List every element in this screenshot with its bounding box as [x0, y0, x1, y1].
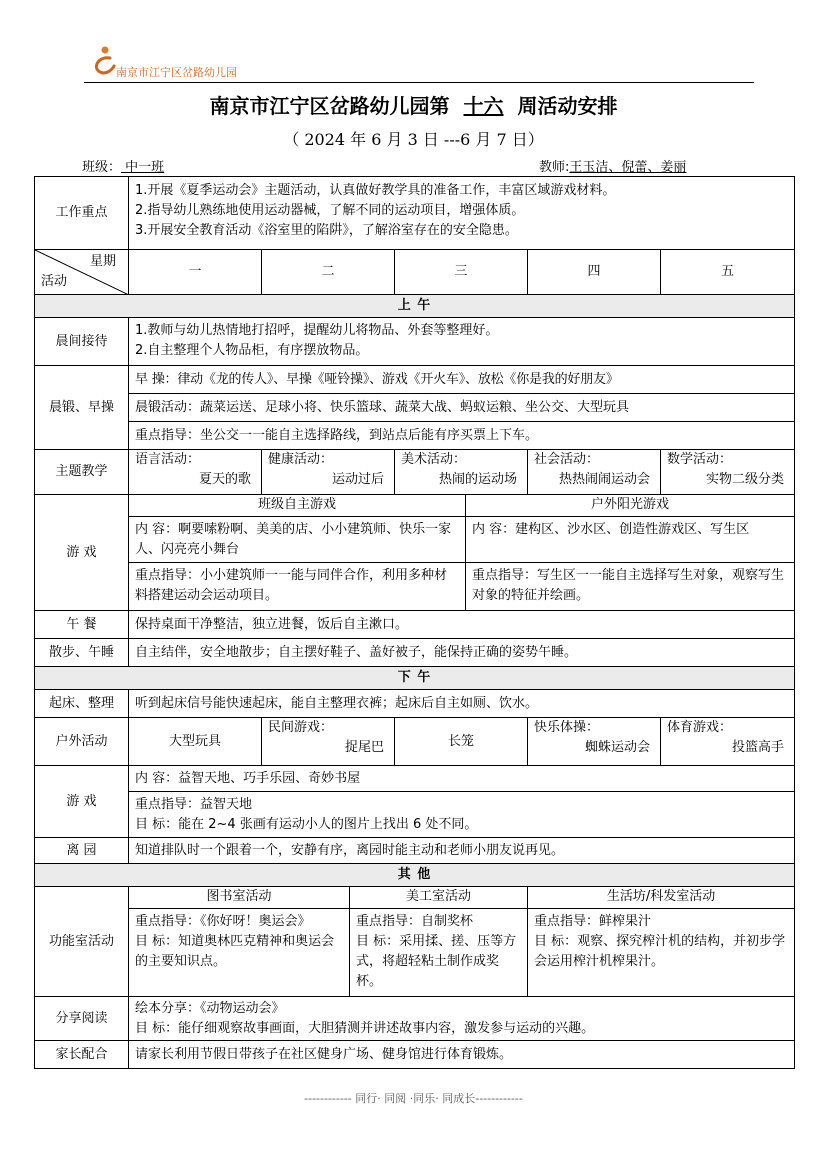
reception-item: 2.自主整理个人物品柜，有序摆放物品。 [135, 343, 369, 358]
reading-book: 绘本分享：《动物运动会》 [135, 1001, 285, 1016]
reception-content [129, 318, 795, 366]
reading-content [129, 997, 795, 1041]
game-pm-content: 内 容：益智天地、巧手乐园、奇妙书屋 [129, 766, 795, 792]
reading-goal: 目 标：能仔细观察故事画面，大胆猜测并讲述故事内容，激发参与运动的兴趣。 [135, 1021, 595, 1036]
weekday-header-row [35, 250, 795, 295]
theme-cell-language [129, 450, 262, 495]
outdoor-activity: 捉尾巴 [344, 740, 384, 755]
weekday-4: 四 [528, 250, 661, 295]
exercise-row-2 [35, 394, 795, 422]
game-pm-row-1 [35, 766, 795, 792]
life-room-focus: 重点指导：鲜榨果汁 [534, 914, 652, 929]
teacher-value: 王玉洁、倪蕾、姜丽 [569, 160, 687, 175]
theme-row [35, 450, 795, 495]
reading-label: 分享阅读 [35, 997, 129, 1041]
theme-subject: 数学活动： [667, 452, 733, 467]
class-label: 班级： [82, 160, 122, 175]
exercise-focus-line: 重点指导：坐公交一一能自主选择路线，到站点后能有序买票上下车。 [129, 422, 795, 450]
life-room-title: 生活坊/科发室活动 [528, 887, 795, 909]
diagonal-header-cell [35, 250, 129, 295]
reception-row [35, 318, 795, 366]
outdoor-category: 体育游戏： [667, 720, 733, 735]
library-content [129, 909, 350, 997]
game-am-focus-row [35, 563, 795, 611]
work-focus-content [129, 177, 795, 250]
work-focus-item: 2.指导幼儿熟练地使用运动器械，了解不同的运动项目，增强体质。 [135, 203, 525, 218]
page-title [0, 90, 827, 119]
art-room-focus: 重点指导：自制奖杯 [356, 914, 474, 929]
lunch-row [35, 611, 795, 639]
outdoor-game-content: 内 容：建构区、沙水区、创造性游戏区、写生区 [466, 517, 795, 563]
page-footer: ------------ 同行· 同阅 ·同乐· 同成长------------ [304, 1092, 523, 1105]
morning-workout-line: 晨锻活动：蔬菜运送、足球小将、快乐篮球、蔬菜大战、蚂蚁运粮、坐公交、大型玩具 [129, 394, 795, 422]
morning-section-row [35, 295, 795, 318]
parents-content: 请家长利用节假日带孩子在社区健身广场、健身馆进行体育锻炼。 [129, 1041, 795, 1069]
outdoor-category: 快乐体操： [534, 720, 600, 735]
game-pm-detail [129, 792, 795, 838]
class-info [82, 156, 164, 175]
outdoor-cell-2 [262, 718, 395, 766]
theme-label: 主题教学 [35, 450, 129, 495]
weekday-2: 二 [262, 250, 395, 295]
kindergarten-logo-icon [90, 44, 116, 76]
library-focus: 重点指导：《你好呀！奥运会》 [135, 914, 311, 929]
outdoor-cell-1: 大型玩具 [129, 718, 262, 766]
parents-row [35, 1041, 795, 1069]
art-room-goal: 目 标：采用揉、搓、压等方式，将超轻粘土制作成奖杯。 [356, 934, 517, 989]
outdoor-row [35, 718, 795, 766]
theme-cell-art [395, 450, 528, 495]
wakeup-label: 起床、整理 [35, 690, 129, 718]
title-prefix: 南京市江宁区岔路幼儿园第 [209, 94, 450, 118]
theme-topic: 夏天的歌 [198, 472, 251, 487]
leave-label: 离 园 [35, 838, 129, 864]
exercise-row-3 [35, 422, 795, 450]
exercise-row-1 [35, 366, 795, 394]
morning-section-title: 上 午 [35, 295, 795, 318]
afternoon-section-title: 下 午 [35, 667, 795, 690]
theme-topic: 热闹的运动场 [438, 472, 517, 487]
outdoor-cell-4 [528, 718, 661, 766]
function-room-content-row [35, 909, 795, 997]
outdoor-label: 户外活动 [35, 718, 129, 766]
header-logo-text: 南京市江宁区岔路幼儿园 [116, 66, 237, 79]
library-goal: 目 标：知道奥林匹克精神和奥运会的主要知识点。 [135, 934, 335, 969]
work-focus-item: 3.开展安全教育活动《浴室里的陷阱》，了解浴室存在的安全隐患。 [135, 223, 518, 238]
weekday-axis-label: 星期 [89, 254, 116, 269]
life-room-goal: 目 标：观察、探究榨汁机的结构，并初步学会运用榨汁机榨果汁。 [534, 934, 786, 969]
work-focus-item: 1.开展《夏季运动会》主题活动，认真做好教学具的准备工作，丰富区域游戏材料。 [135, 183, 616, 198]
leave-row [35, 838, 795, 864]
title-week-number: 十六 [463, 94, 504, 118]
title-suffix: 周活动安排 [517, 94, 618, 118]
teacher-label: 教师: [539, 160, 570, 175]
weekday-1: 一 [129, 250, 262, 295]
theme-topic: 运动过后 [331, 472, 384, 487]
nap-label: 散步、午睡 [35, 639, 129, 667]
theme-subject: 社会活动： [534, 452, 600, 467]
class-game-title: 班级自主游戏 [129, 495, 466, 517]
theme-cell-social [528, 450, 661, 495]
theme-cell-health [262, 450, 395, 495]
library-title: 图书室活动 [129, 887, 350, 909]
theme-subject: 美术活动： [401, 452, 467, 467]
work-focus-row [35, 177, 795, 250]
exercise-label: 晨锻、早操 [35, 366, 129, 450]
class-game-content: 内 容：啊要嗦粉啊、美美的店、小小建筑师、快乐一家人、闪亮亮小舞台 [129, 517, 466, 563]
weekday-3: 三 [395, 250, 528, 295]
teacher-info [539, 156, 686, 175]
weekly-schedule-table [34, 176, 795, 1069]
theme-cell-math [661, 450, 795, 495]
function-room-title-row [35, 887, 795, 909]
game-am-title-row [35, 495, 795, 517]
class-game-focus: 重点指导：小小建筑师一一能与同伴合作，利用多种材料搭建运动会运动项目。 [129, 563, 466, 611]
other-section-title: 其 他 [35, 864, 795, 887]
lunch-content: 保持桌面干净整洁，独立进餐，饭后自主漱口。 [129, 611, 795, 639]
theme-subject: 语言活动： [135, 452, 201, 467]
parents-label: 家长配合 [35, 1041, 129, 1069]
theme-topic: 实物二级分类 [706, 472, 785, 487]
outdoor-cell-5 [661, 718, 795, 766]
outdoor-activity: 投篮高手 [732, 740, 785, 755]
lunch-label: 午 餐 [35, 611, 129, 639]
reception-item: 1.教师与幼儿热情地打招呼，提醒幼儿将物品、外套等整理好。 [135, 323, 499, 338]
life-room-content [528, 909, 795, 997]
outdoor-game-focus: 重点指导：写生区一一能自主选择写生对象，观察写生对象的特征并绘画。 [466, 563, 795, 611]
weekday-5: 五 [661, 250, 795, 295]
art-room-title: 美工室活动 [350, 887, 528, 909]
outdoor-category: 民间游戏： [268, 720, 334, 735]
class-value: 中一班 [121, 160, 165, 175]
game-am-content-row [35, 517, 795, 563]
game-pm-label: 游 戏 [35, 766, 129, 838]
afternoon-section-row [35, 667, 795, 690]
outdoor-cell-3: 长笼 [395, 718, 528, 766]
outdoor-activity: 蜘蛛运动会 [584, 740, 650, 755]
activity-axis-label: 活动 [41, 274, 68, 289]
wakeup-content: 听到起床信号能快速起床，能自主整理衣裤；起床后自主如厕、饮水。 [129, 690, 795, 718]
reading-row [35, 997, 795, 1041]
game-pm-row-2 [35, 792, 795, 838]
work-focus-label: 工作重点 [35, 177, 129, 250]
leave-content: 知道排队时一个跟着一个，安静有序，离园时能主动和老师小朋友说再见。 [129, 838, 795, 864]
game-pm-goal: 目 标：能在 2~4 张画有运动小人的图片上找出 6 处不同。 [135, 817, 478, 832]
function-room-label: 功能室活动 [35, 887, 129, 997]
nap-row [35, 639, 795, 667]
date-range: （ 2024 年 6 月 3 日 ---6 月 7 日） [283, 130, 544, 149]
art-room-content [350, 909, 528, 997]
other-section-row [35, 864, 795, 887]
game-pm-focus: 重点指导：益智天地 [135, 797, 253, 812]
wakeup-row [35, 690, 795, 718]
game-am-label: 游 戏 [35, 495, 129, 611]
nap-content: 自主结伴，安全地散步；自主摆好鞋子、盖好被子，能保持正确的姿势午睡。 [129, 639, 795, 667]
outdoor-game-title: 户外阳光游戏 [466, 495, 795, 517]
header-divider [84, 82, 754, 83]
reception-label: 晨间接待 [35, 318, 129, 366]
theme-subject: 健康活动： [268, 452, 334, 467]
theme-topic: 热热闹闹运动会 [558, 472, 650, 487]
morning-exercise-line: 早 操：律动《龙的传人》、早操《哑铃操》、游戏《开火车》、放松《你是我的好朋友》 [129, 366, 795, 394]
